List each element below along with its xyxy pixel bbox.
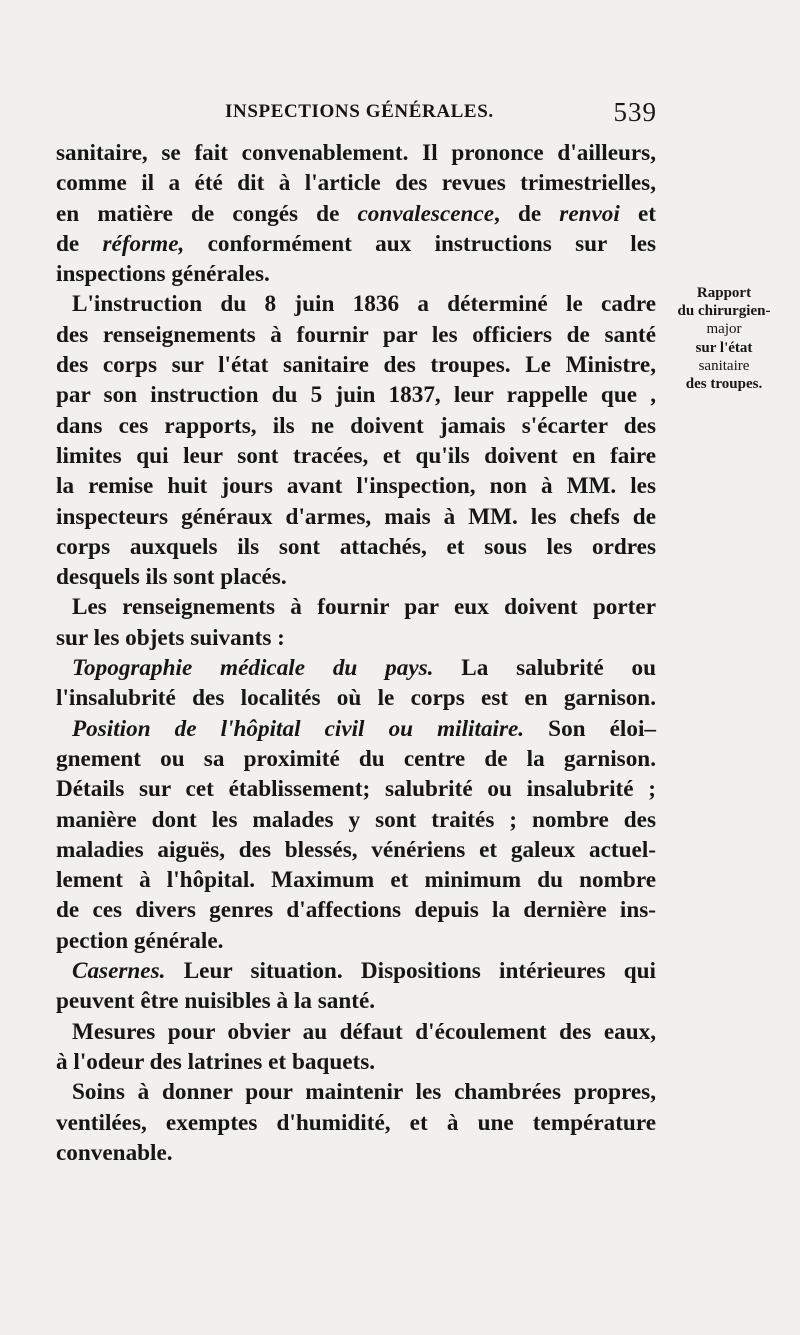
text-line bbox=[56, 411, 656, 441]
text-line bbox=[56, 229, 656, 259]
text-line bbox=[56, 350, 656, 380]
text-segment: conformément aux instructions sur les bbox=[184, 230, 657, 257]
text-line bbox=[56, 168, 656, 198]
text-line bbox=[56, 653, 656, 683]
text-segment: des renseignements à fournir par les officiers de santé bbox=[56, 321, 656, 348]
text-segment: de bbox=[56, 230, 103, 257]
text-segment: à l'odeur des latrines et baquets. bbox=[56, 1048, 376, 1075]
text-segment: pection générale. bbox=[56, 927, 224, 954]
text-line bbox=[56, 714, 656, 744]
margin-note-line: du chirurgien- bbox=[677, 303, 771, 320]
text-line bbox=[56, 138, 656, 168]
text-segment: convenable. bbox=[56, 1139, 173, 1166]
text-segment: sur les objets suivants : bbox=[56, 624, 285, 651]
text-line bbox=[56, 471, 656, 501]
text-line bbox=[56, 986, 656, 1016]
text-segment: l'insalubrité des localités où le corps est en garnison. bbox=[56, 685, 656, 712]
body-text bbox=[56, 138, 656, 1168]
page-number: 539 bbox=[613, 97, 657, 127]
text-segment: Les renseignements à fournir par eux doivent porter bbox=[72, 594, 656, 621]
text-segment: Détails sur cet établissement; salubrité ou insalubrité ; bbox=[56, 776, 656, 803]
text-line bbox=[56, 1108, 656, 1138]
text-line bbox=[56, 502, 656, 532]
text-line bbox=[56, 895, 656, 925]
text-line bbox=[56, 623, 656, 653]
text-segment: Mesures pour obvier au défaut d'écoulement des eaux, bbox=[72, 1018, 656, 1045]
text-segment: lement à l'hôpital. Maximum et minimum du nombre bbox=[56, 867, 656, 894]
text-line bbox=[56, 956, 656, 986]
text-segment: inspecteurs généraux d'armes, mais à MM. les chefs de bbox=[56, 503, 656, 530]
text-segment: comme il a été dit à l'article des revues trimestrielles, bbox=[56, 170, 656, 197]
margin-note-line: sur l'état bbox=[695, 339, 753, 356]
text-segment: sanitaire, se fait convenablement. Il prononce d'ailleurs, bbox=[56, 140, 656, 166]
italic-phrase: renvoi bbox=[559, 200, 620, 227]
text-segment: maladies aiguës, des blessés, vénériens et galeux actuel- bbox=[56, 836, 656, 863]
text-segment: inspections générales. bbox=[56, 261, 270, 288]
italic-phrase: convalescence bbox=[357, 200, 495, 227]
text-segment: L'instruction du 8 juin 1836 a déterminé le cadre bbox=[72, 291, 656, 318]
text-line bbox=[56, 532, 656, 562]
text-segment: la remise huit jours avant l'inspection, non à MM. les bbox=[56, 473, 656, 500]
text-segment: ventilées, exemptes d'humidité, et à une température bbox=[56, 1109, 656, 1136]
text-line bbox=[56, 199, 656, 229]
margin-note-line: major bbox=[706, 321, 742, 338]
text-segment: limites qui leur sont tracées, et qu'ils doivent en faire bbox=[56, 442, 656, 469]
running-header bbox=[225, 97, 657, 133]
text-line bbox=[56, 441, 656, 471]
text-line bbox=[56, 592, 656, 622]
text-segment: par son instruction du 5 juin 1837, leur rappelle que , bbox=[56, 382, 656, 409]
margin-note-line: Rapport bbox=[696, 285, 752, 301]
italic-phrase: Casernes. bbox=[72, 958, 166, 985]
text-line bbox=[56, 835, 656, 865]
text-line bbox=[40, 774, 656, 804]
text-line bbox=[56, 1047, 656, 1077]
text-line bbox=[56, 380, 656, 410]
text-segment: Son éloi– bbox=[524, 715, 656, 742]
text-segment: et bbox=[619, 200, 657, 227]
text-line bbox=[56, 926, 656, 956]
margin-note-line: sanitaire bbox=[698, 357, 750, 374]
margin-note-line: des troupes. bbox=[685, 376, 763, 393]
text-segment: La salubrité ou bbox=[433, 655, 656, 682]
text-segment: , de bbox=[494, 200, 560, 227]
running-title: INSPECTIONS GÉNÉRALES. bbox=[225, 101, 494, 122]
text-line bbox=[56, 320, 656, 350]
text-line bbox=[56, 259, 656, 289]
text-line bbox=[56, 289, 656, 319]
text-segment: en matière de congés de bbox=[56, 200, 358, 227]
text-line bbox=[56, 1017, 656, 1047]
text-segment: Soins à donner pour maintenir les chambrées propres, bbox=[72, 1079, 656, 1106]
text-line bbox=[56, 562, 656, 592]
text-line bbox=[56, 865, 656, 895]
text-segment: gnement ou sa proximité du centre de la garnison. bbox=[56, 745, 656, 772]
text-segment: de ces divers genres d'affections depuis la dernière ins- bbox=[56, 897, 656, 924]
text-segment: dans ces rapports, ils ne doivent jamais s'écarter des bbox=[56, 412, 656, 439]
text-segment: desquels ils sont placés. bbox=[56, 564, 287, 591]
text-segment: corps auxquels ils sont attachés, et sous les ordres bbox=[56, 533, 656, 560]
text-segment: Leur situation. Dispositions intérieures qui bbox=[165, 958, 656, 985]
text-line bbox=[56, 744, 656, 774]
text-segment: des corps sur l'état sanitaire des troupes. Le Ministre, bbox=[56, 352, 656, 379]
italic-phrase: réforme, bbox=[102, 230, 185, 257]
margin-note bbox=[668, 284, 780, 393]
text-segment: peuvent être nuisibles à la santé. bbox=[56, 988, 376, 1015]
text-line bbox=[56, 1138, 656, 1168]
text-segment: manière dont les malades y sont traités ; nombre des bbox=[56, 806, 656, 833]
italic-phrase: Position de l'hôpital civil ou militaire. bbox=[72, 715, 525, 742]
text-line bbox=[56, 1077, 656, 1107]
text-line bbox=[56, 683, 656, 713]
text-line bbox=[56, 805, 656, 835]
italic-phrase: Topographie médicale du pays. bbox=[72, 655, 434, 682]
